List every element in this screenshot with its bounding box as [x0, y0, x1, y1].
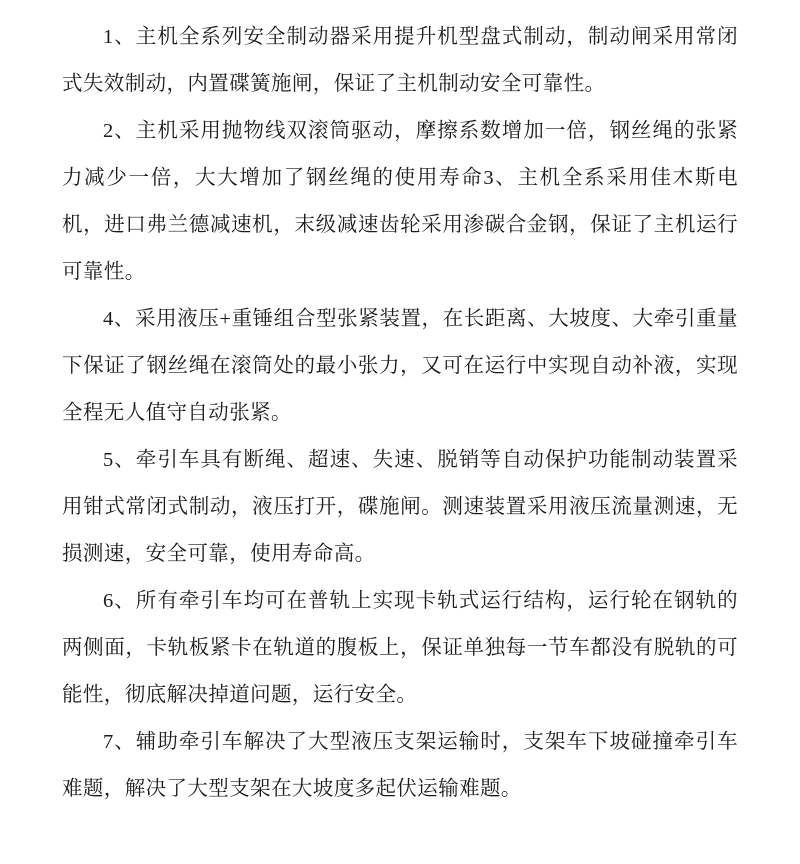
paragraph-2: 2、主机采用抛物线双滚筒驱动，摩擦系数增加一倍，钢丝绳的张紧力减少一倍，大大增加了钢丝绳的使用寿命3、主机全系采用佳木斯电机，进口弗兰德减速机，末级减速齿轮采用渗碳合金钢，保证了主机运行可靠性。 [62, 120, 738, 283]
paragraph-6: 7、辅助牵引车解决了大型液压支架运输时，支架车下坡碰撞牵引车难题，解决了大型支架在大坡度多起伏运输难题。 [62, 731, 738, 800]
paragraph-1: 1、主机全系列安全制动器采用提升机型盘式制动，制动闸采用常闭式失效制动，内置碟簧施闸，保证了主机制动安全可靠性。 [62, 26, 738, 95]
paragraph-4: 5、牵引车具有断绳、超速、失速、脱销等自动保护功能制动装置采用钳式常闭式制动，液压打开，碟施闸。测速装置采用液压流量测速，无损测速，安全可靠，使用寿命高。 [62, 449, 738, 565]
paragraph-3: 4、采用液压+重锤组合型张紧装置，在长距离、大坡度、大牵引重量下保证了钢丝绳在滚筒处的最小张力，又可在运行中实现自动补液，实现全程无人值守自动张紧。 [62, 308, 738, 424]
paragraph-5: 6、所有牵引车均可在普轨上实现卡轨式运行结构，运行轮在钢轨的两侧面，卡轨板紧卡在轨道的腹板上，保证单独每一节车都没有脱轨的可能性，彻底解决掉道问题，运行安全。 [62, 590, 738, 706]
